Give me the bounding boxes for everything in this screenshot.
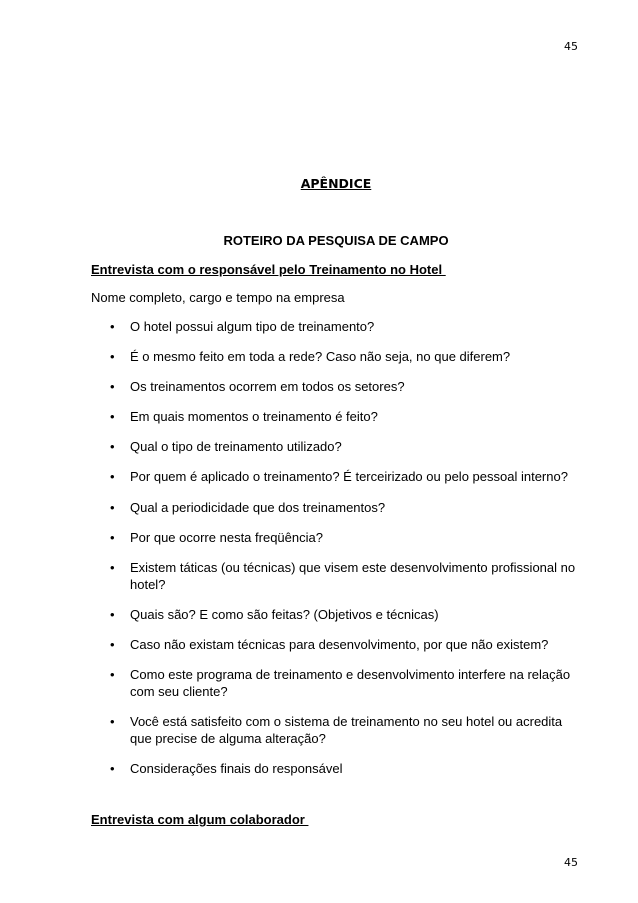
question-text: Em quais momentos o treinamento é feito? (130, 409, 378, 425)
question-text: Os treinamentos ocorrem em todos os setores? (130, 379, 405, 395)
list-item (110, 713, 580, 747)
bullet-icon: • (110, 319, 115, 334)
page-number-top: 45 (564, 40, 578, 53)
question-text: Existem táticas (ou técnicas) que visem este desenvolvimento profissional no hotel? (130, 559, 576, 592)
question-text: Quais são? E como são feitas? (Objetivos e técnicas) (130, 606, 439, 622)
question-text: Por que ocorre nesta freqüência? (130, 529, 323, 545)
question-text: Como este programa de treinamento e desenvolvimento interfere na relação com seu cliente? (130, 667, 571, 700)
bullet-icon: • (110, 499, 115, 515)
interview-collaborator-heading: Entrevista com algum colaborador (91, 812, 309, 827)
question-text: É o mesmo feito em toda a rede? Caso não seja, no que diferem? (130, 349, 511, 365)
list-item (110, 666, 580, 700)
question-text: Por quem é aplicado o treinamento? É terceirizado ou pelo pessoal interno? (130, 469, 568, 485)
list-item (110, 760, 580, 777)
list-item (110, 318, 580, 335)
question-text: Qual o tipo de treinamento utilizado? (130, 439, 342, 455)
list-item (110, 529, 580, 546)
bullet-icon: • (110, 469, 115, 485)
question-text: Você está satisfeito com o sistema de treinamento no seu hotel ou acredita que precise de alguma alteração? (130, 714, 563, 747)
list-item (110, 408, 580, 425)
bullet-icon: • (110, 667, 115, 683)
list-item (110, 378, 580, 395)
bullet-icon: • (110, 349, 115, 365)
bullet-icon: • (110, 636, 115, 652)
question-text: Considerações finais do responsável (130, 761, 343, 777)
question-text: Caso não existam técnicas para desenvolvimento, por que não existem? (130, 636, 549, 652)
list-item (110, 499, 580, 516)
list-item (110, 559, 580, 593)
bullet-icon: • (110, 761, 115, 777)
list-item (110, 636, 580, 653)
interview-manager-heading: Entrevista com o responsável pelo Treinamento no Hotel (91, 262, 446, 277)
bullet-icon: • (110, 439, 115, 455)
page-number-bottom: 45 (564, 856, 578, 869)
section-title: ROTEIRO DA PESQUISA DE CAMPO (223, 233, 449, 248)
list-item (110, 438, 580, 455)
bullet-icon: • (110, 529, 115, 545)
list-item (110, 606, 580, 623)
bullet-icon: • (110, 409, 115, 425)
question-list (110, 318, 580, 790)
bullet-icon: • (110, 714, 115, 730)
intro-line: Nome completo, cargo e tempo na empresa (91, 290, 345, 305)
question-text: Qual a periodicidade que dos treinamentos? (130, 499, 386, 515)
bullet-icon: • (110, 559, 115, 575)
question-text: O hotel possui algum tipo de treinamento? (130, 319, 375, 334)
bullet-icon: • (110, 606, 115, 622)
list-item (110, 468, 580, 485)
list-item (110, 348, 580, 365)
bullet-icon: • (110, 379, 115, 395)
appendix-title: APÊNDICE (300, 176, 372, 191)
